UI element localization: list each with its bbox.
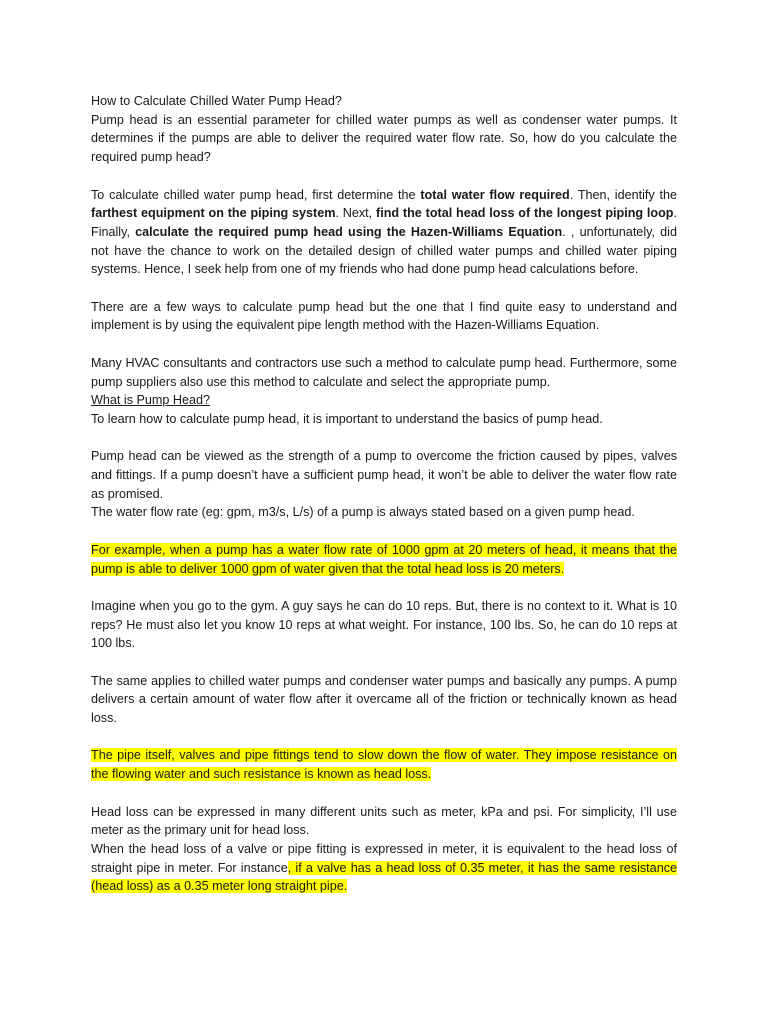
intro-paragraph: Pump head is an essential parameter for chilled water pumps as well as condenser water pumps. It determines if the pumps are able to deliver the required water flow rate. So, how do you calculate the required pump head? [91,112,677,165]
resistance-paragraph [91,746,677,783]
steps-bold-2: farthest equipment on the piping system [91,206,336,221]
section-heading: What is Pump Head? [91,393,210,408]
equivalent-text: When the head loss of a valve or pipe fitting is expressed in meter, it is equivalent to the head loss of straight pipe in meter. For instance [91,841,677,875]
same-applies-paragraph: The same applies to chilled water pumps and condenser water pumps and basically any pumps. A pump delivers a certain amount of water flow after it overcame all of the friction or technically known as head loss. [91,673,677,726]
consultants-paragraph: Many HVAC consultants and contractors use such a method to calculate pump head. Furthermore, some pump suppliers also use this method to calculate and select the appropriate pump. [91,355,677,389]
steps-bold-1: total water flow required [420,187,570,202]
steps-text-5: . , unfortunately, did not have the chance to work on the detailed design of chilled water pumps and chilled water piping systems. Hence, I seek help from one of my friends who had done pump head calculations before. [91,224,677,277]
document-title: How to Calculate Chilled Water Pump Head? [91,94,342,108]
equivalent-highlight: , if a valve has a head loss of 0.35 meter, it has the same resistance (head loss) as a 0.35 meter long straight pipe. [91,860,677,894]
steps-text-3: . Next, [335,206,376,221]
example-highlight: For example, when a pump has a water flow rate of 1000 gpm at 20 meters of head, it means that the pump is able to deliver 1000 gpm of water given that the total head loss is 20 meters. [91,542,677,576]
steps-bold-3: find the total head loss of the longest piping loop [376,206,674,221]
basics-paragraph: To learn how to calculate pump head, it is important to understand the basics of pump head. [91,411,603,426]
steps-text-4: . Finally, [91,206,677,239]
steps-paragraph [91,186,677,280]
document-body [91,92,677,896]
steps-bold-4: calculate the required pump head using the Hazen-Williams Equation [135,224,563,239]
steps-text-1: To calculate chilled water pump head, first determine the [91,187,421,202]
units-paragraph: Head loss can be expressed in many different units such as meter, kPa and psi. For simplicity, I’ll use meter as the primary unit for head loss. [91,804,677,838]
steps-text-2: . Then, identify the [569,187,677,202]
example-paragraph [91,541,677,578]
gym-paragraph: Imagine when you go to the gym. A guy says he can do 10 reps. But, there is no context to it. What is 10 reps? He must also let you know 10 reps at what weight. For instance, 100 lbs. So, he can do 10 reps at 100 lbs. [91,598,677,651]
method-paragraph: There are a few ways to calculate pump head but the one that I find quite easy to understand and implement is by using the equivalent pipe length method with the Hazen-Williams Equation. [91,299,677,333]
strength-paragraph: Pump head can be viewed as the strength of a pump to overcome the friction caused by pipes, valves and fittings. If a pump doesn’t have a sufficient pump head, it won’t be able to deliver the water flow rate as promised. [91,449,677,501]
resistance-highlight: The pipe itself, valves and pipe fittings tend to slow down the flow of water. They impose resistance on the flowing water and such resistance is known as head loss. [91,748,677,782]
equivalent-paragraph [91,840,677,896]
flow-rate-paragraph: The water flow rate (eg: gpm, m3/s, L/s) of a pump is always stated based on a given pump head. [91,505,635,520]
